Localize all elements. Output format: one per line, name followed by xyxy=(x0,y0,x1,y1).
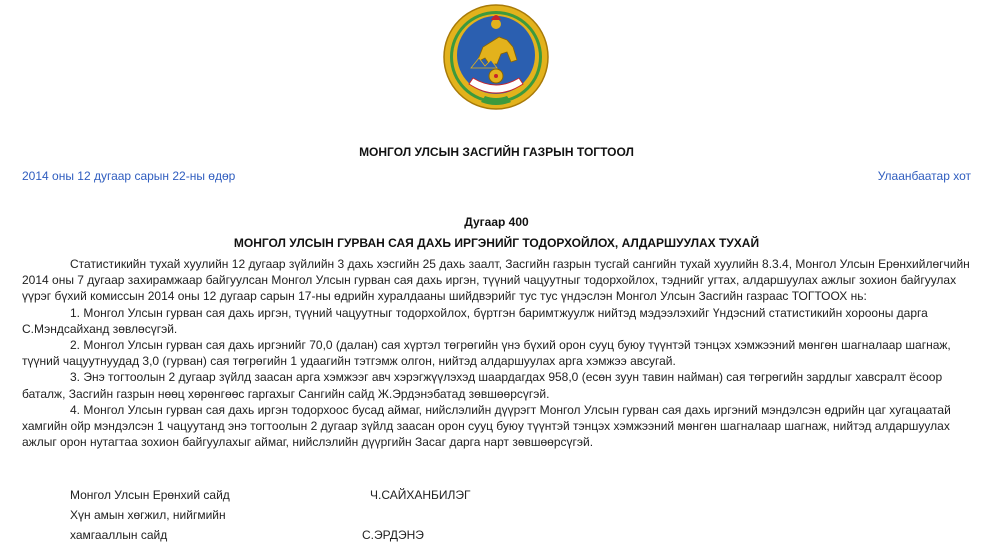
clause-2: 2. Монгол Улсын гурван сая дахь иргэнийг 70,0 (далан) сая хүртэл төгрөгийн үнэ бүхий орон сууц буюу түүнтэй тэнцэх хэмжээний мөнгөн шагналаар шагнаж, түүний чацуутнуудад 3,0 (гурван) сая төгрөгийн 1 удаагийн тэтгэмж олгон, нийтэд алдаршуулах арга хэмжээ авсугай. xyxy=(22,338,951,369)
signatory-1-name: Ч.САЙХАНБИЛЭГ xyxy=(370,488,471,502)
signatory-2-title-line1: Хүн амын хөгжил, нийгмийн xyxy=(70,508,226,522)
resolution-body xyxy=(22,256,972,450)
state-emblem-icon xyxy=(441,2,551,112)
resolution-subject: МОНГОЛ УЛСЫН ГУРВАН САЯ ДАХЬ ИРГЭНИЙГ ТОДОРХОЙЛОХ, АЛДАРШУУЛАХ ТУХАЙ xyxy=(233,236,760,250)
signatory-1-title: Монгол Улсын Ерөнхий сайд xyxy=(70,488,230,502)
signatory-2-title-line2: хамгааллын сайд xyxy=(70,528,168,542)
clause-3: 3. Энэ тогтоолын 2 дугаар зүйлд заасан арга хэмжээг авч хэрэгжүүлэхэд шаардагдах 958,0 (есөн зуун тавин найман) сая төгрөгийн зардлыг хавсралт ёсоор баталж, Засгийн газрын нөөц хөрөнгөөс гаргахыг Сангийн сайд Ж.Эрдэнэбатад зөвшөөрсүгэй. xyxy=(22,370,943,401)
resolution-date: 2014 оны 12 дугаар сарын 22-ны өдөр xyxy=(22,169,236,183)
clause-4: 4. Монгол Улсын гурван сая дахь иргэн тодорхоос бусад аймаг, нийслэлийн дүүрэгт Монгол Улсын гурван сая дахь иргэний мэндэлсэн өдрийн цаг хугацаатай хамгийн ойр мэндэлсэн 1 чацуутанд энэ тогтоолын 2 дугаар зүйлд заасан орон сууц буюу түүнтэй тэнцэх хэмжээний мөнгөн шагналаар шагнаж, нийтэд алдаршуулах ажлыг орон нутагтаа зохион байгуулахыг аймаг, нийслэлийн дүүргийн Засаг дарга нарт зөвшөөрсүгэй. xyxy=(22,402,951,450)
resolution-number: Дугаар 400 xyxy=(464,215,529,229)
clause-1: 1. Монгол Улсын гурван сая дахь иргэн, түүний чацуутныг тодорхойлох, бүртгэн баримтжуулж нийтэд мэдээлэхийг Үндэсний статистикийн хорооны дарга С.Мэндсайханд зөвлөсүгэй. xyxy=(22,305,928,336)
preamble-paragraph: Статистикийн тухай хуулийн 12 дугаар зүйлийн 3 дахь хэсгийн 25 дахь заалт, Засгийн газрын тусгай сангийн тухай хуулийн 8.3.4, Монгол Улсын Ерөнхийлөгчийн 2014 оны 7 дугаар захирамжаар байгуулсан Монгол Улсын гурван сая дахь иргэн, түүний чацуутныг тодорхойлох, тэднийг угтах, алдаршуулах ажлыг зохион байгуулах үүрэг бүхий комиссын 2014 оны 12 дугаар сарын 17-ны өдрийн хуралдааны шийдвэрийг тус тус үндэслэн Монгол Улсын Засгийн газраас ТОГТООХ нь: xyxy=(22,257,970,304)
signatory-2-name: С.ЭРДЭНЭ xyxy=(362,528,424,542)
resolution-place: Улаанбаатар хот xyxy=(877,169,971,183)
document-title: МОНГОЛ УЛСЫН ЗАСГИЙН ГАЗРЫН ТОГТООЛ xyxy=(359,145,634,159)
